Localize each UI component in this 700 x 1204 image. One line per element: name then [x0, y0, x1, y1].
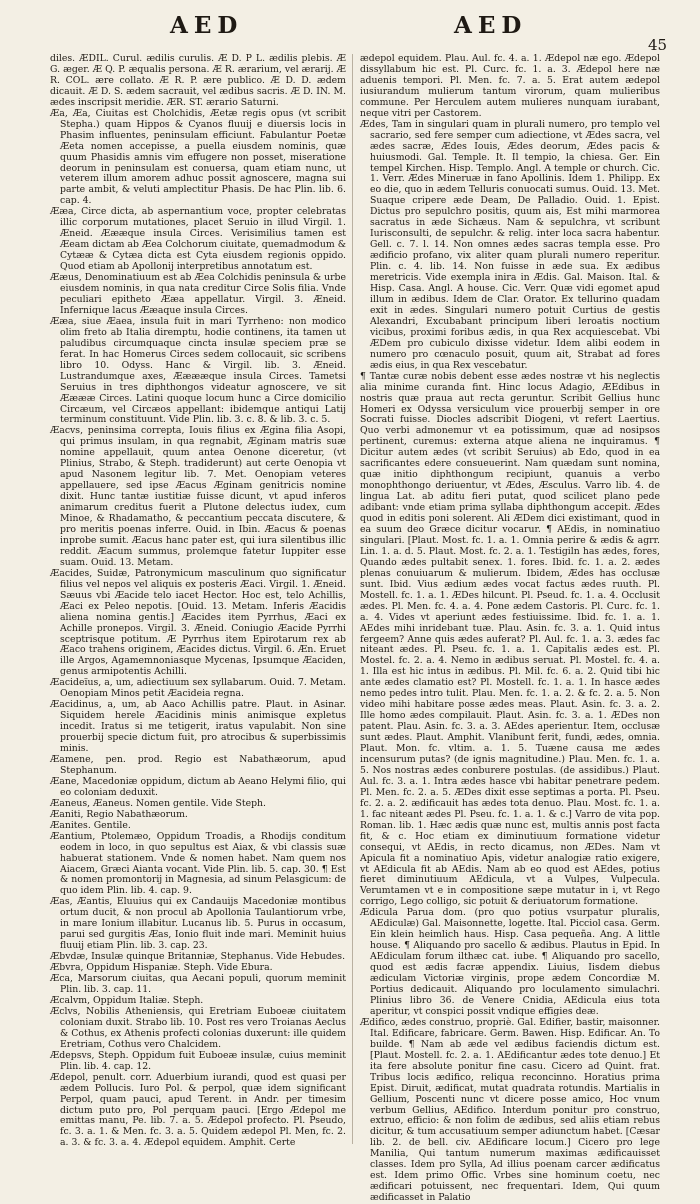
dictionary-entry: Æas, Æantis, Eluuius qui ex Candauijs Macedoniæ montibus ortum ducit, & non procul ab Apollonia Taulantiorum vrbe, in mare Ionium illabitur. Lucanus lib. 5. Purus in occasum, parui sed gurgitis Æas, Ionio fluit inde mari. Meminit huius fluuij etiam Plin. lib. 3. cap. 23. — [50, 896, 346, 952]
dictionary-entry: Æantium, Ptolemæo, Oppidum Troadis, a Rhodijs conditum eodem in loco, in quo sepultus est Aiax, & vbi classis suæ habuerat stationem. Vnde & nomen habet. Nam quem nos Aiacem, Græci Aianta vocant. Vide Plin. lib. 5. cap. 30. ¶ Est & nomen promontorij in Magnesia, ad sinum Pelasgicum: de quo idem Plin. lib. 4. cap. 9. — [50, 830, 346, 897]
dictionary-entry: Ædifico, ædes construo, propriè. Gal. Edifier, bastir, maisonner. Ital. Edificare, fabricare. Germ. Bawen. Hisp. Edificar. An. To builde. ¶ Nam ab æde vel ædibus faciendis dictum est. [Plaut. Mostell. fc. 2. a. 1. AEdificantur ædes tote denuo.] Et ita fere absolute ponitur fine casu. Cicero ad Quint. frat. Tribus locis ædifico, reliqua reconcinno. Horatius prima Epist. Diruit, ædificat, mutat quadrata rotundis. Martialis in Gellium, Poscenti nunc vt dicere posse amico, Hoc vnum verbum Gellius, AEdifico. Interdum ponitur pro construo, extruo, efficio: & non folim de ædibus, sed aliis etiam rebus dicitur, & tum accusatiuum semper adiunctum habet. [Cæsar lib. 2. de bell. civ. AEdificare locum.] Cicero pro lege Manilia, Qui tantum numerum maximas ædificauisset classes. Idem pro Sylla, Ad illius poenam carcer ædificatus est. Idem primo Offic. Vrbes sine hominum coetu, nec ædificari potuissent, nec frequentari. Idem, Qui quum ædificasset in Palatio — [360, 1016, 660, 1204]
header-right: AED — [454, 12, 528, 39]
right-column — [360, 54, 660, 1204]
dictionary-entry: Æaneus, Æaneus. Nomen gentile. Vide Steph. — [50, 797, 266, 809]
dictionary-entry: Ædepol, penult. corr. Aduerbium iurandi, quod est quasi per ædem Pollucis. Iuro Pol. & perpol, quæ idem significant Perpol, quam pauci, apud Terent. in Andr. per timesim dictum puto pro, Pol perquam pauci. [Ergo Ædepol me emittas manu, Pe. lib. 7. a. 5. Ædepol profecto. Pl. Pseudo, fc. 3. a. 1. & Men. fc. 3. a. 5. Quidem ædepol Pl. Men, fc. 2. a. 3. & fc. 3. a. 4. Ædepol equidem. Amphit. Certe — [50, 1071, 346, 1149]
left-column — [50, 54, 346, 1149]
running-header — [0, 12, 700, 54]
dictionary-entry: Æcalvm, Oppidum Italiæ. Steph. — [50, 994, 204, 1006]
dictionary-entry: Æacides, Suidæ, Patronymicum masculinum quo significatur filius vel nepos vel aliquis ex posteris Æaci. Virgil. 1. Æneid. Sæuus vbi Æacide telo iacet Hector. Hoc est, telo Achillis, Æaci ex Peleo nepotis. [Ouid. 13. Metam. Inferis Æacidis aliena nomina gentis.] Æacides item Pyrrhus, Æaci ex Achille pronepos. Virgil. 3. Æneid. Coniugio Æacide Pyrrhi sceptrisque potitum. Æ Pyrrhus item Epirotarum rex ab Æaco trahens originem, Æacides dictus. Virgil. 6. Æn. Eruet ille Argos, Agamemnoniasque Mycenas, Ipsumque Æaciden, genus armipotentis Achilli. — [50, 567, 346, 678]
dictionary-entry: Æca, Marsorum ciuitas, qua Aecani populi, quorum meminit Plin. lib. 3. cap. 11. — [50, 973, 346, 996]
dictionary-entry: Ææa, siue Æaea, insula fuit in mari Tyrrheno: non modico olim freto ab Italia diremptu, hodie continens, ita tamen ut paludibus circumquaque cincta insulæ speciem præ se ferat. In hac Homerus Circes sedem collocauit, sic scribens libro 10. Odyss. Hanc & Virgil. lib. 3. Æneid. Lustrandumque axes, Ææææque insula Circes. Tametsi Seruius in tres diphthongos videatur agnoscere, ve sit Ææææ Circes. Latini quoque locum hunc a Circe domicilio Circæum, vel Circæos appellant: ibidemque antiqui Latij terminum constituunt. Vide Plin. lib. 3. c. 8. & lib. 3. c. 5. — [50, 315, 346, 426]
column-divider — [352, 54, 353, 1144]
dictionary-entry: ædepol equidem. Plau. Aul. fc. 4. a. 1. Ædepol næ ego. Ædepol dissyllabum hic est. Pl. Curc. fc. 1. a. 3. Ædepol here næ aduenis tempori. Pl. Men. fc. 7. a. 5. Erat autem ædepol iusiurandum mulierum tantum virorum, quam mulieribus commune. Per Herculem autem mulieres nunquam iurabant, neque vitri per Castorem. — [360, 53, 660, 119]
dictionary-entry: Ædes, Tam in singulari quam in plurali numero, pro templo vel sacrario, sed fere semper cum adiectione, vt Ædes sacra, vel ædes sacræ, Ædes Iouis, Ædes deorum, Ædes pacis & huiusmodi. Gal. Temple. It. Il tempio, la chiesa. Ger. Ein tempel Kirchen. Hisp. Templo. Angl. A temple or church. Cic. 1. Verr. Ædes Mineruæ in fano Apollinis. Idem 1. Philipp. Ex eo die, quo in ædem Telluris conuocati sumus. Ouid. 13. Met. Suaque cripere æde Deam, De Palladio. Ouid. 1. Epist. Dictus pro sepulchro positis, quum ais, Est mihi marmorea sacratus in æde Sichæus. Nam & sepulchra, vt scribunt Iurisconsulti, de sepulchr. & relig. inter loca sacra habentur. Gell. c. 7. l. 14. Non omnes ædes sacras templa esse. Pro ædificio profano, vix aliter quam plurali numero reperitur. Plin. c. 4. lib. 14. Non fuisse in æde sua. Ex ædibus meretricis. Vide exempla inira in Ædis. Gal. Maison. Ital. & Hisp. Casa. Angl. A house. Cic. Verr. Quæ vidi egomet apud illum in ædibus. Idem de Clar. Orator. Ex tellurino quadam exit in ædes. Singulari numero potuit Curtius de gestis Alexandri, Excubabant principum liberi leroatis noctium vicibus, proximi foribus ædis, in qua Rex acquiescebat. Vbi ÆDem pro cubiculo dixisse videtur. Idem alibi eodem in numero pro cœnaculo posuit, quum ait, Strabat ad fores ædis eius, in qua Rex vescebatur. — [360, 118, 660, 371]
dictionary-entry: ¶ Tantæ curæ nobis debent esse ædes nostræ vt his neglectis alia minime curanda fint. Hinc locus Adagio, ÆEdibus in nostris quæ praua aut recta geruntur. Scribit Gellius hunc Homeri ex Odyssa versiculum vice prouerbij semper in ore Socrati fuisse. Diocles adscribit Diogeni, vt refert Laertius. Quo verbi admonemur vt ea potissimum, quæ ad nosipsos pertinent, curemus: externa atque aliena ne inquiramus. ¶ Dicitur autem ædes (vt scribit Seruius) ab Edo, quod in ea sacrificantes edere consueuerint. Nam quædam sunt nomina, quæ initio diphthongum recipiunt, quanuis a verbo monophthongo deriuentur, vt Ædes, Æsculus. Varro lib. 4. de lingua Lat. ab aditu fieri putat, quod scilicet plano pede adibant: vnde etiam prima syllaba diphthongum accepit. Ædes quod in editis poni solerent. Ali ÆDem dici existimant, quod in ea suum deo Græce dicitur vocarur. ¶ AEdis, in nominatiuo singulari. [Plaut. Most. fc. 1. a. 1. Omnia perire & ædis & agrr. Lin. 1. a. d. 5. Plaut. Most. fc. 2. a. 1. Testigiln has ædes, fores, Quando ædes pultabit senex. 1. fores. Ibid. fc. 1. a. 2. ædes plenas conuiuarum & mulierum. Ibidem, Ædes has occlusæ sunt. Ibid. Vius ædium ædes vocat factus ædes ruuth. Pl. Mostell. fc. 1. a. 1. ÆDes hilcunt. Pl. Pseud. fc. 1. a. 4. Occlusit ædes. Pl. Men. fc. 4. a. 4. Pone ædem Castoris. Pl. Curc. fc. 1. a. 4. Vides vt aperiunt ædes festiuissime. Ibid. fc. 1. a. 1. AEdes mihi inridebant tuæ. Plau. Asin. fc. 3. a. 1. Quid intus fergeem? Anne quis ædes auferat? Pl. Aul. fc. 1. a. 3. ædes fac niteant ædes. Pl. Pseu. fc. 1. a. 1. Capitalis ædes est. Pl. Mostel. fc. 2. a. 4. Nemo in ædibus seruat. Pl. Mostel. fc. 4. a. 1. Illa est hic intus in ædibus. Pl. Mil. fc. 6. a. 2. Quid tibi hic ante ædes clamatio est? Pl. Mostell. fc. 1. a. 1. In hasce ædes nemo pedes intro tulit. Plau. Men. fc. 1. a. 2. & fc. 2. a. 5. Non video mihi habitare posse ædes meas. Plaut. Asin. fc. 3. a. 2. Ille homo ædes compilauit. Plaut. Asin. fc. 3. a. 1. ÆDes non patent. Plau. Asin. fc. 3. a. 3. AEdes aperientur. Item, occlusæ sunt ædes. Plaut. Amphit. Vlanibunt ferit, fundi, ædes, omnia. Plaut. Mon. fc. vltim. a. 1. 5. Tuæne causa me ædes incensurum putas? (de ignis magnitudine.) Plau. Men. fc. 1. a. 5. Nos nostras ædes conburere postulas. (de assidibus.) Plaut. Aul. fc. 3. a. 1. Intra ædes hasce vbi habitar penetrare pedem. Pl. Men. fc. 2. a. 5. ÆDes dixit esse septimas a porta. Pl. Pseu. fc. 2. a. 2. ædificauit has ædes tota denuo. Plau. Most. fc. 1. a. 1. fac niteant ædes Pl. Pseu. fc. 1. a. 1. & c.] Varro de vita pop. Roman. lib. 1. Hæc ædis quæ nunc est, multis annis post facta fit, & c. Hoc etiam ex diminutiuum formatione videtur consequi, vt AEdis, in recto dicamus, non ÆDes. Nam vt Apicula fit a nominatiuo Apis, videtur analogiæ ratio exigere, vt AEdicula fit ab AEdis. Nam ab eo quod est AEdes, potius fieret diminutiuum AEdicula, vt a Vulpes, Vulpecula. Verumtamen vt e in compositione sæpe mutatur in i, vt Rego corrigo, Lego colligo, sic potuit & deriuatorum formatione. — [360, 370, 660, 908]
dictionary-entry: Ædicula Parua dom. (pro quo potius vsurpatur pluralis, AEdiculæ) Gal. Maisonnette, logette. Ital. Picciol casa. Germ. Ein klein heimlich haus. Hisp. Casa pequeña. Ang. A little house. ¶ Aliquando pro sacello & ædibus. Plautus in Epid. In AEdiculam forum ilthæc cat. iube. ¶ Aliquando pro sacello, quod est ædis facræ appendix. Liuius, Iisdem diebus ædiculam Victoriæ virginis, prope ædem Concordiæ M. Portius dedicauit. Aliquando pro loculamento simulachri. Plinius libro 36. de Venere Cnidia, AEdicula eius tota aperitur, vt conspici possit vndique effigies deæ. — [360, 907, 660, 1017]
dictionary-entry: Æa, Æa, Ciuitas est Cholchidis, Æetæ regis opus (vt scribit Stepha.) quam Hippos & Cyanos fluuij e diuersis locis in Phasim influentes, peninsulam efficiunt. Fabulantur Poetæ Æeta nomen accepisse, a puella eiusdem nominis, quæ quum Phasidis amnis vim effugere non posset, miseratione deorum in peninsulam est conuersa, quam etiam nunc, ut veterem illum amorem adhuc possit agnoscere, magna sui parte ambit, & veluti amplectitur Phasis. De hac Plin. lib. 6. cap. 4. — [50, 107, 346, 207]
dictionary-entry: Æamene, pen. prod. Regio est Nabathæorum, apud Stephanum. — [50, 754, 346, 776]
dictionary-entry: Æane, Macedoniæ oppidum, dictum ab Aeano Helymi filio, qui eo coloniam deduxit. — [50, 775, 346, 798]
dictionary-entry: Ædepsvs, Steph. Oppidum fuit Euboeæ insulæ, cuius meminit Plin. lib. 4. cap. 12. — [50, 1049, 346, 1072]
dictionary-entry: Ææa, Circe dicta, ab aspernantium voce, propter celebratas illic corporum mutationes, placet Seruio in illud Virgil. 1. Æneid. Æææque insula Circes. Verisimilius tamen est Æeam dictam ab Æea Colchorum ciuitate, quemadmodum & Cytææ & Cytæa dicta est Cyta eiusdem regionis oppido. Quod etiam ab Apollonij interpretibus annotatum est. — [50, 206, 346, 273]
dictionary-entry: Æbvra, Oppidum Hispaniæ. Steph. Vide Ebura. — [50, 962, 273, 974]
dictionary-entry: Ææus, Denominatiuum est ab Æea Colchidis peninsula & urbe eiusdem nominis, in qua nata creditur Circe Solis filia. Vnde peculiari epitheto Ææa appellatur. Virgil. 3. Æneid. Infernique lacus Ææaque insula Circes. — [50, 272, 346, 316]
dictionary-entry: Æaniti, Regio Nabathæorum. — [50, 808, 188, 820]
dictionary-entry: Æanites. Gentile. — [50, 819, 131, 831]
header-left: AED — [170, 12, 244, 39]
dictionary-entry: Æacvs, peninsima correpta, Iouis filius ex Ægina filia Asopi, qui primus insulam, in qua regnabit, Æginam matris suæ nomine appellauit, quum antea Oenone diceretur, (vt Plinius, Strabo, & Steph. tradiderunt) aut certe Oenopia vt apud Nasonem legitur lib. 7. Met. Oenopiam veteres appellauere, sed ipse Æacus Æginam genitricis nomine dixit. Hunc tantæ iustitiæ fuisse dicunt, vt apud inferos animarum creditus fuerit a Plutone delectus iudex, cum Minoe, & Rhadamatho, & peccantium peccata discutere, & pro meritis poenas inferre. Ouid. in Ibin. Æacus & poenas inprobe sumit. Æacus hanc pater est, qui iura silentibus illic reddit. Æacum summus, prolemque fatetur Iuppiter esse suam. Ouid. 13. Metam. — [50, 425, 346, 568]
dictionary-entry: Æacideïus, a, um, adiectiuum sex syllabarum. Ouid. 7. Metam. Oenopiam Minos petit Æacideia regna. — [50, 677, 346, 700]
page-number: 45 — [648, 36, 668, 54]
dictionary-entry: diles. ÆDIL. Curul. ædilis curulis. Æ D. P L. ædilis plebis. Æ G. æger. Æ Q. P. æqualis persona. Æ R. ærarium, vel ærarij. Æ R. COL. ære collato. Æ R. P. ære publico. Æ D. D. ædem dicauit. Æ D. S. ædem sacrauit, vel ædibus sacris. Æ D. IN. M. ædes inscripsit meridie. ÆR. ST. ærario Saturni. — [50, 53, 346, 108]
dictionary-entry: Æbvdæ, Insulæ quinque Britanniæ, Stephanus. Vide Hebudes. — [50, 951, 346, 963]
dictionary-entry: Æclvs, Nobilis Atheniensis, qui Eretriam Euboeæ ciuitatem coloniam duxit. Strabo lib. 10. Post res vero Troianas Aeclus & Cothus, ex Athenis profecti colonias duxerunt: ille quidem Eretriam, Cothus vero Chalcidem. — [50, 1005, 346, 1050]
dictionary-entry: Æacidinus, a, um, ab Aaco Achillis patre. Plaut. in Asinar. Siquidem herele Æacidinis minis animisque expletus incedit. Iratus si me tetigerit, iratus vapulabit. Non sine prouerbij specie dictum fuit, pro atrocibus & superbissimis minis. — [50, 699, 346, 755]
